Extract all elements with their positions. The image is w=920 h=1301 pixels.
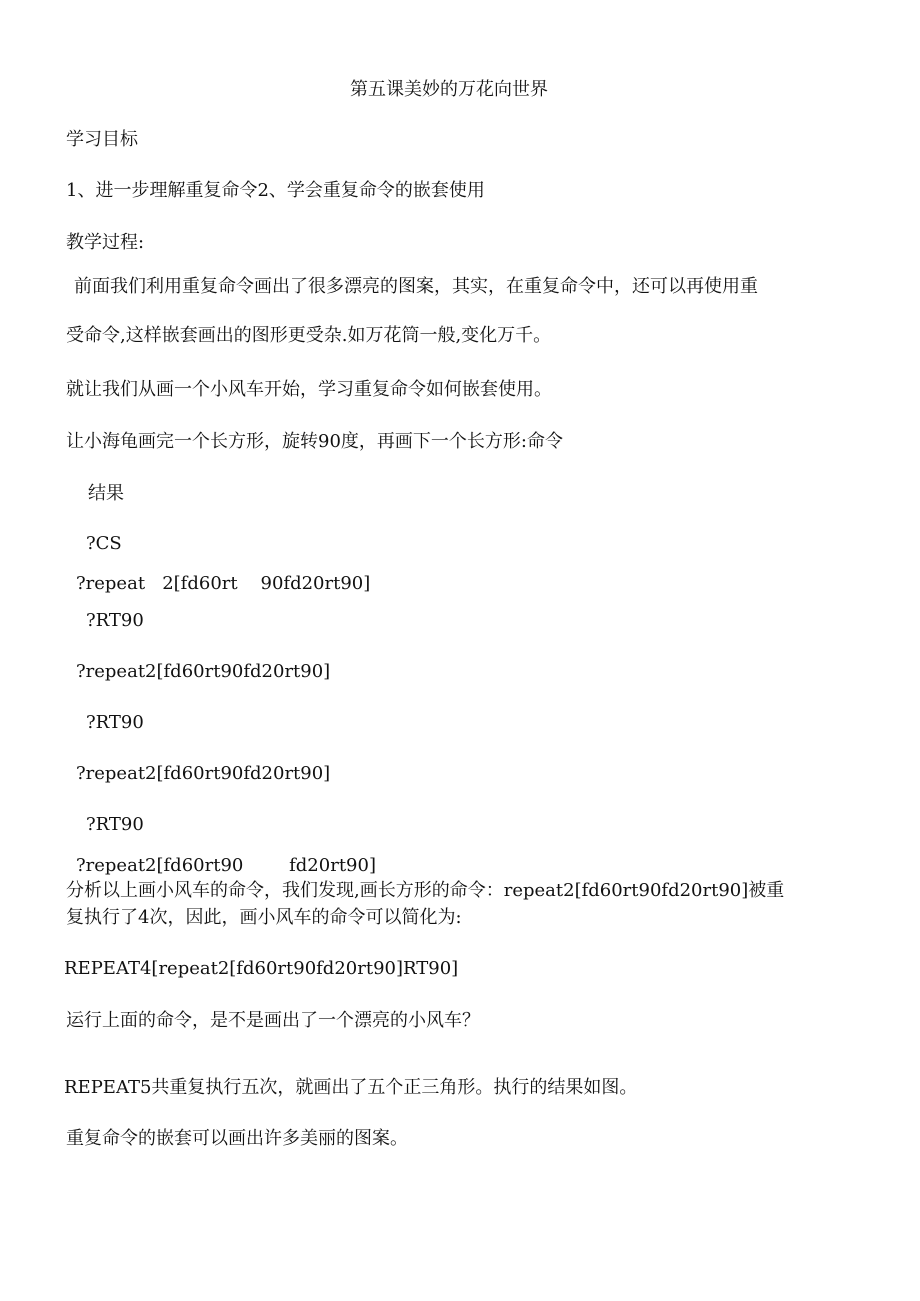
conclusion-text: 重复命令的嵌套可以画出许多美丽的图案。 — [66, 1128, 408, 1149]
command-rt-3: ?RT90 — [86, 814, 144, 835]
paragraph-1-line-2: 受命令,这样嵌套画出的图形更受杂.如万花筒一般,变化万千。 — [66, 325, 552, 346]
command-repeat-1: ?repeat 2[fd60rt 90fd20rt90] — [76, 573, 371, 594]
question-text: 运行上面的命令，是不是画出了一个漂亮的小风车？ — [66, 1010, 480, 1031]
command-rt-2: ?RT90 — [86, 712, 144, 733]
command-repeat-2: ?repeat2[fd60rt90fd20rt90] — [76, 661, 331, 682]
command-repeat-4: ?repeat2[fd60rt90 fd20rt90] — [76, 855, 376, 876]
repeat5-text: REPEAT5共重复执行五次，就画出了五个正三角形。执行的结果如图。 — [64, 1077, 638, 1098]
command-repeat-3: ?repeat2[fd60rt90fd20rt90] — [76, 763, 331, 784]
command-cs: ?CS — [86, 533, 122, 554]
paragraph-1-line-1: 前面我们利用重复命令画出了很多漂亮的图案，其实，在重复命令中，还可以再使用重 — [74, 276, 758, 297]
paragraph-2: 就让我们从画一个小风车开始，学习重复命令如何嵌套使用。 — [66, 379, 552, 400]
command-rt-1: ?RT90 — [86, 610, 144, 631]
paragraph-3: 让小海龟画完一个长方形，旋转90度，再画下一个长方形:命令 — [66, 431, 563, 452]
analysis-line-1: 分析以上画小风车的命令，我们发现,画长方形的命令：repeat2[fd60rt90fd20rt90]被重 — [66, 880, 785, 901]
analysis-line-2: 复执行了4次，因此，画小风车的命令可以简化为: — [66, 907, 462, 928]
section-heading-goals: 学习目标 — [66, 129, 138, 150]
result-label: 结果 — [88, 483, 124, 504]
section-heading-process: 教学过程: — [66, 232, 145, 253]
simplified-command: REPEAT4[repeat2[fd60rt90fd20rt90]RT90] — [64, 958, 459, 979]
page-title: 第五课美妙的万花向世界 — [350, 79, 548, 100]
goals-text: 1、进一步理解重复命令2、学会重复命令的嵌套使用 — [66, 180, 485, 201]
